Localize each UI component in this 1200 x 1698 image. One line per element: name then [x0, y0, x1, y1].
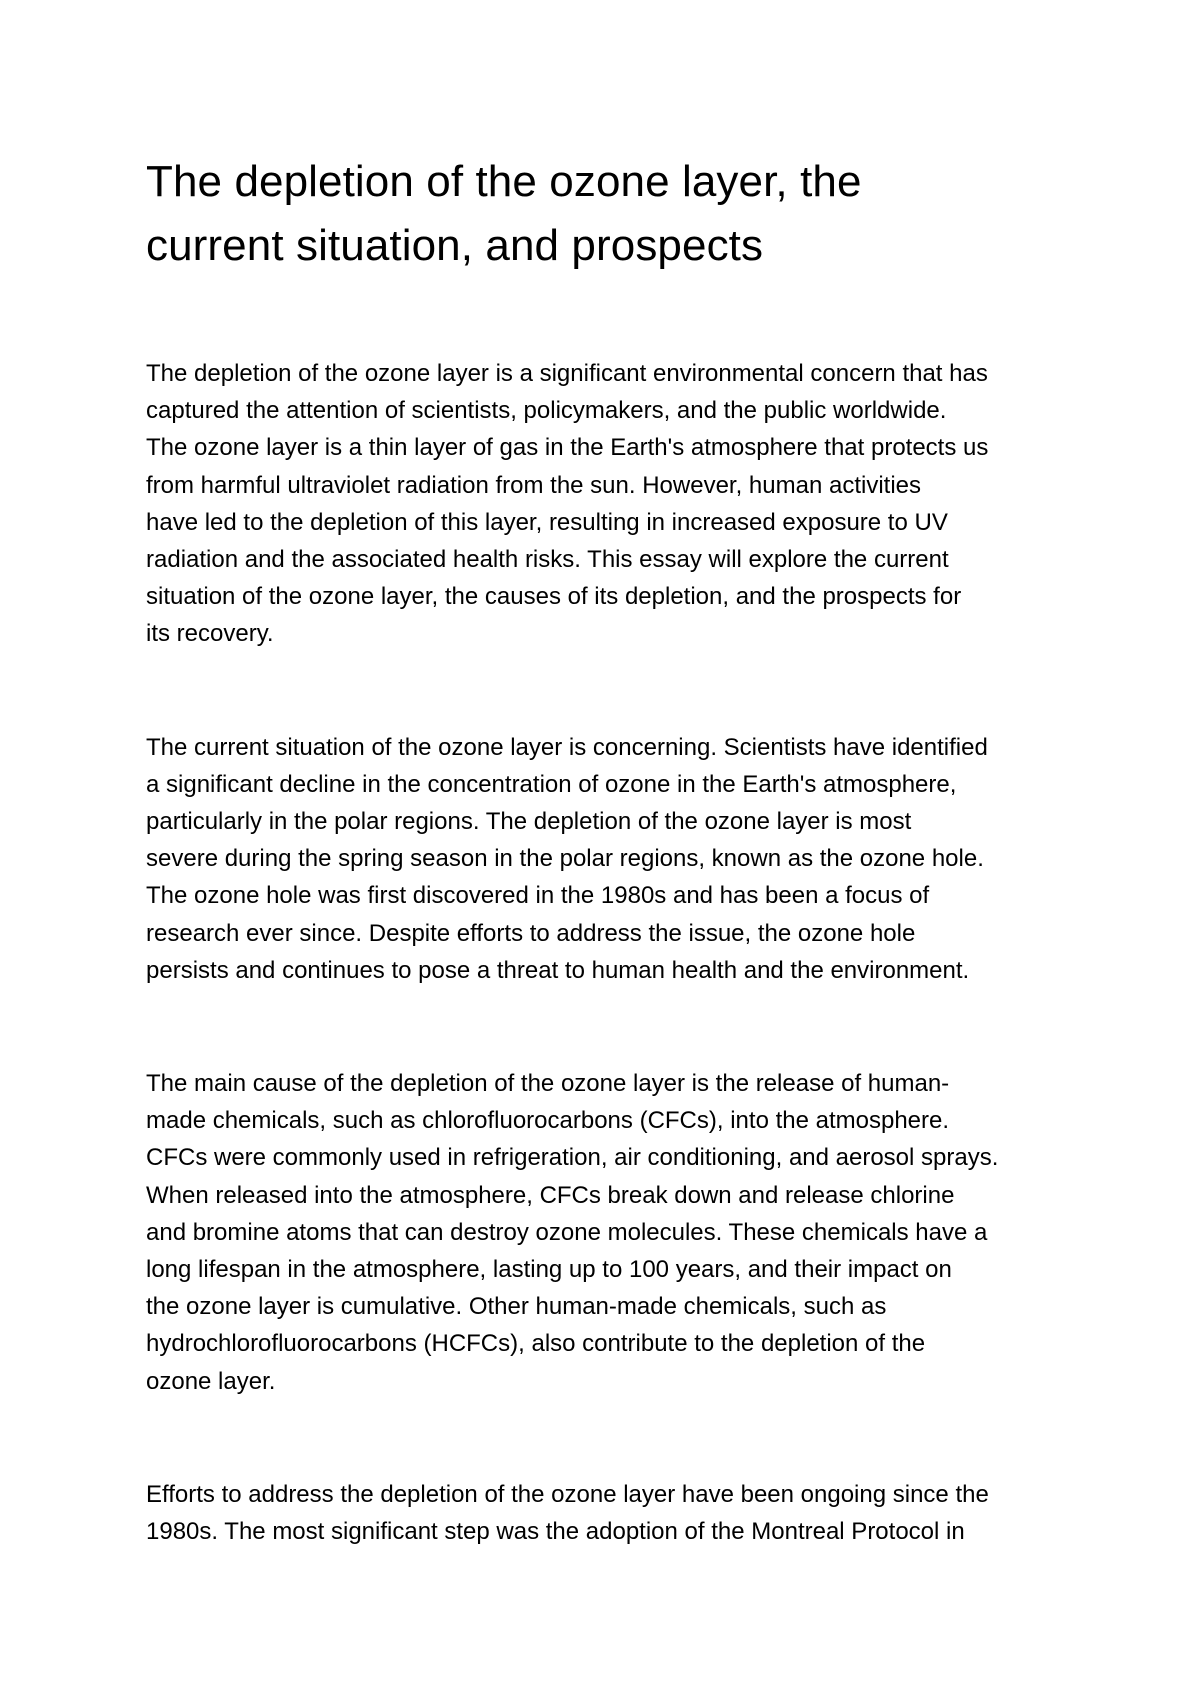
text-line: its recovery.	[146, 620, 274, 648]
text-line: radiation and the associated health risks. This essay will explore the current	[146, 546, 949, 574]
text-line: The depletion of the ozone layer is a significant environmental concern that has	[146, 360, 988, 387]
text-line: a significant decline in the concentration of ozone in the Earth's atmosphere,	[146, 770, 957, 798]
text-line: have led to the depletion of this layer, resulting in increased exposure to UV	[146, 508, 948, 536]
paragraph-efforts	[146, 1476, 1062, 1550]
text-line: made chemicals, such as chlorofluorocarbons (CFCs), into the atmosphere.	[146, 1107, 950, 1135]
document-body	[146, 355, 1062, 1626]
text-line: The ozone hole was first discovered in the 1980s and has been a focus of	[146, 882, 930, 910]
document-title	[146, 150, 1046, 278]
paragraph-causes	[146, 1065, 1062, 1400]
paragraph-current-situation	[146, 729, 1062, 989]
text-line: 1980s. The most significant step was the adoption of the Montreal Protocol in	[146, 1518, 965, 1546]
text-line: situation of the ozone layer, the causes of its depletion, and the prospects for	[146, 583, 962, 611]
text-line: CFCs were commonly used in refrigeration, air conditioning, and aerosol sprays.	[146, 1144, 999, 1172]
text-line: ozone layer.	[146, 1367, 276, 1395]
text-line: research ever since. Despite efforts to address the issue, the ozone hole	[146, 919, 916, 947]
text-line: The current situation of the ozone layer is concerning. Scientists have identified	[146, 733, 988, 761]
text-line: hydrochlorofluorocarbons (HCFCs), also contribute to the depletion of the	[146, 1330, 926, 1358]
paragraph-introduction	[146, 355, 1062, 653]
text-line: captured the attention of scientists, policymakers, and the public worldwide.	[146, 397, 947, 425]
text-line: The main cause of the depletion of the ozone layer is the release of human-	[146, 1070, 950, 1098]
title-line: current situation, and prospects	[146, 220, 764, 270]
text-line: When released into the atmosphere, CFCs break down and release chlorine	[146, 1181, 955, 1209]
text-line: The ozone layer is a thin layer of gas in the Earth's atmosphere that protects us	[146, 434, 989, 462]
text-line: from harmful ultraviolet radiation from the sun. However, human activities	[146, 471, 921, 499]
text-line: the ozone layer is cumulative. Other human-made chemicals, such as	[146, 1293, 887, 1321]
text-line: severe during the spring season in the polar regions, known as the ozone hole.	[146, 845, 984, 873]
text-line: long lifespan in the atmosphere, lasting up to 100 years, and their impact on	[146, 1256, 952, 1284]
text-line: persists and continues to pose a threat to human health and the environment.	[146, 956, 970, 984]
title-line: The depletion of the ozone layer, the	[146, 157, 862, 206]
text-line: particularly in the polar regions. The depletion of the ozone layer is most	[146, 808, 912, 836]
text-line: Efforts to address the depletion of the ozone layer have been ongoing since the	[146, 1480, 989, 1508]
text-line: and bromine atoms that can destroy ozone molecules. These chemicals have a	[146, 1218, 988, 1246]
